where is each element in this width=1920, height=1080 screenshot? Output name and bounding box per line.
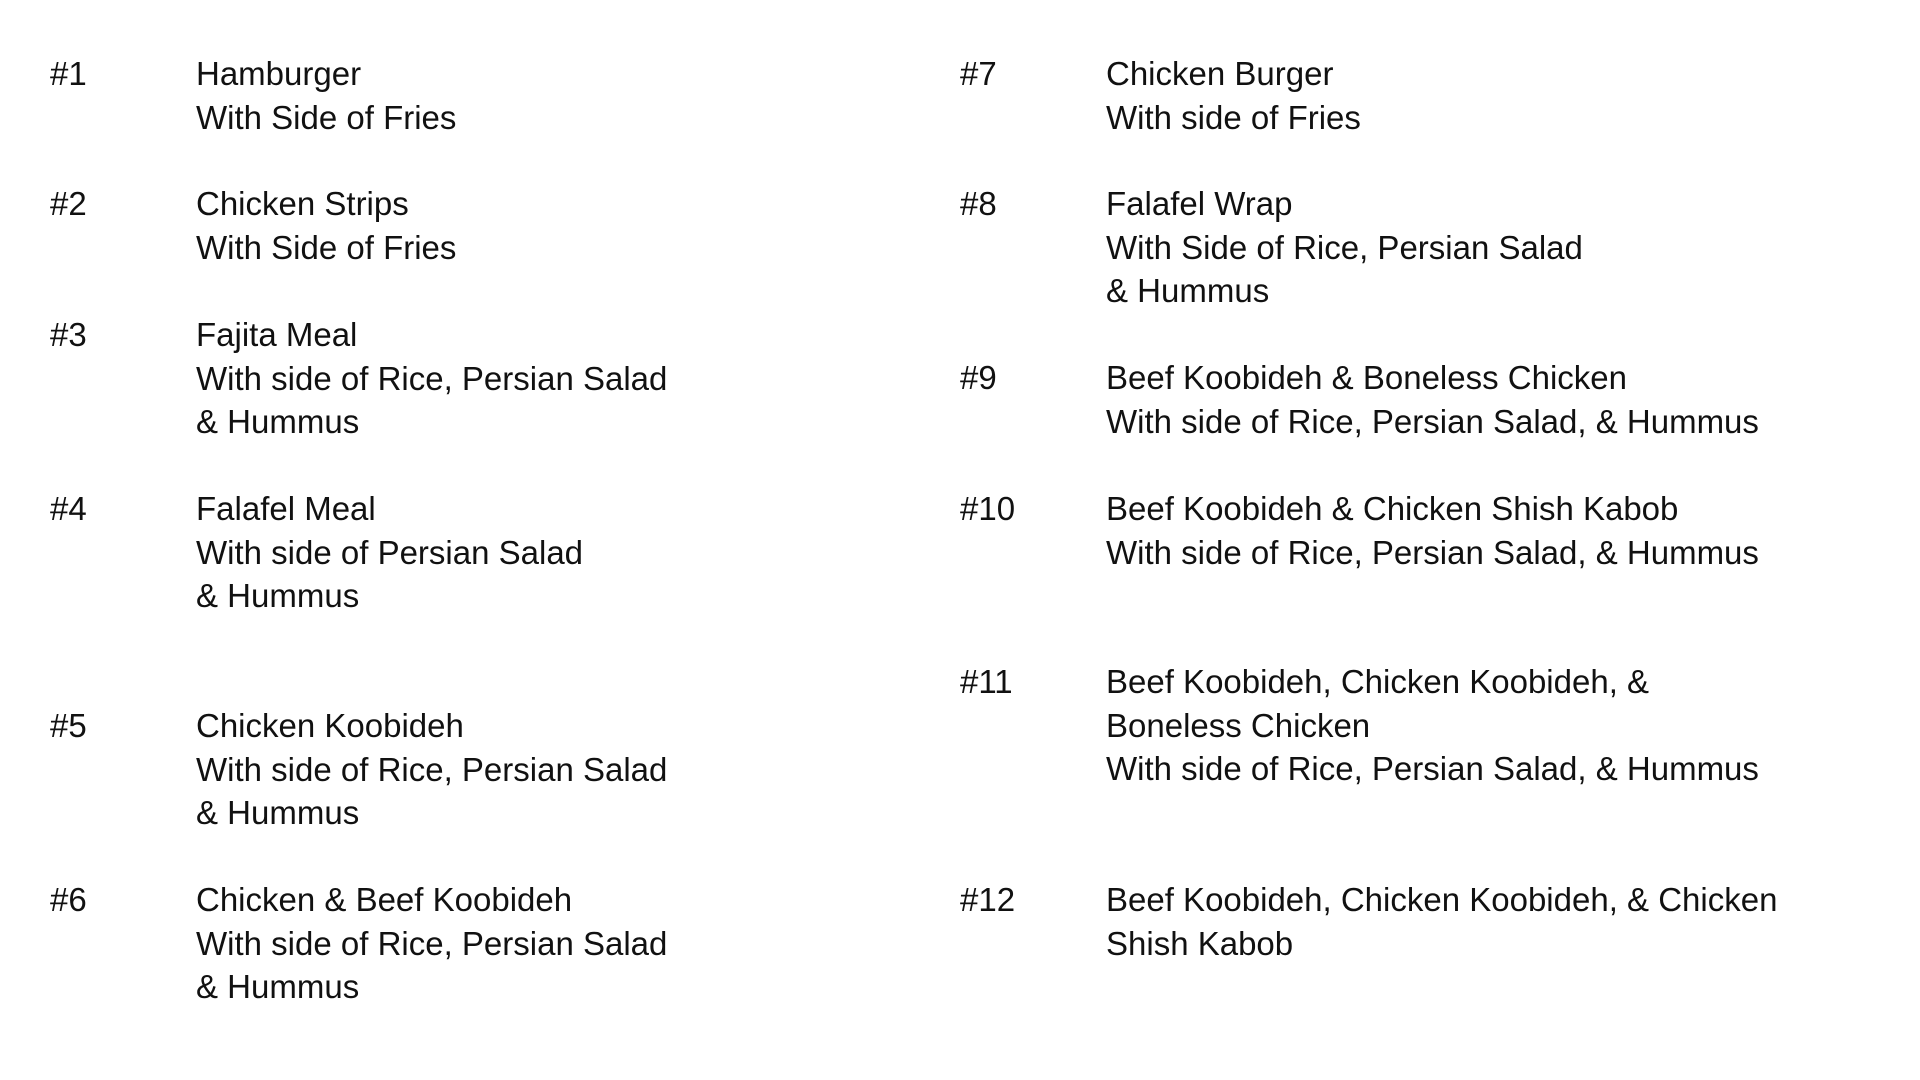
item-name: Chicken Burger (1106, 55, 1334, 92)
item-description (1106, 660, 1759, 791)
item-description (1106, 487, 1759, 574)
item-name: Falafel Wrap (1106, 185, 1293, 222)
item-number: #4 (50, 490, 87, 527)
item-side-continued: & Hummus (196, 794, 360, 831)
item-side: With Side of Fries (196, 98, 457, 136)
item-side: With Side of Rice, Persian Salad (1106, 228, 1583, 266)
item-name: Beef Koobideh, Chicken Koobideh, & Chicken (1106, 881, 1778, 918)
item-name: Chicken & Beef Koobideh (196, 881, 573, 918)
item-description (1106, 356, 1759, 443)
item-side: With side of Rice, Persian Salad (196, 924, 668, 962)
item-side: With side of Rice, Persian Salad, & Hummus (1106, 750, 1759, 787)
item-description (196, 313, 667, 444)
item-side-continued: & Hummus (196, 968, 360, 1005)
item-number: #9 (960, 359, 997, 396)
item-number: #7 (960, 55, 997, 92)
item-side-continued: & Hummus (196, 577, 360, 614)
item-description (1106, 52, 1361, 139)
item-side-continued: & Hummus (196, 403, 360, 440)
item-description (1106, 182, 1583, 313)
item-number: #12 (960, 881, 1016, 918)
item-number: #5 (50, 707, 87, 744)
item-number: #3 (50, 316, 87, 353)
item-side: With side of Fries (1106, 98, 1361, 136)
item-number: #8 (960, 185, 997, 222)
item-name: Beef Koobideh & Boneless Chicken (1106, 359, 1628, 396)
item-name: Falafel Meal (196, 490, 376, 527)
item-side-continued: & Hummus (1106, 272, 1270, 309)
item-number: #10 (960, 490, 1016, 527)
item-number: #1 (50, 55, 87, 92)
item-description (196, 704, 667, 835)
item-side: With side of Rice, Persian Salad, & Hummus (1106, 533, 1759, 571)
item-side: With side of Rice, Persian Salad, & Hummus (1106, 402, 1759, 440)
item-name: Fajita Meal (196, 316, 358, 353)
item-side: With side of Rice, Persian Salad (196, 750, 668, 788)
item-description (196, 878, 667, 1009)
item-description (196, 182, 456, 269)
item-name: Chicken Koobideh (196, 707, 464, 744)
item-side: With side of Persian Salad (196, 533, 584, 571)
item-description (1106, 878, 1777, 965)
item-name-continued: Shish Kabob (1106, 924, 1294, 962)
item-name-continued: Boneless Chicken (1106, 706, 1371, 744)
item-description (196, 52, 456, 139)
item-number: #11 (960, 663, 1013, 700)
item-name: Beef Koobideh & Chicken Shish Kabob (1106, 490, 1679, 527)
item-name: Beef Koobideh, Chicken Koobideh, & (1106, 663, 1650, 700)
item-side: With side of Rice, Persian Salad (196, 359, 668, 397)
item-description (196, 487, 583, 618)
item-number: #2 (50, 185, 87, 222)
item-name: Chicken Strips (196, 185, 409, 222)
item-side: With Side of Fries (196, 228, 457, 266)
item-name: Hamburger (196, 55, 362, 92)
item-number: #6 (50, 881, 87, 918)
